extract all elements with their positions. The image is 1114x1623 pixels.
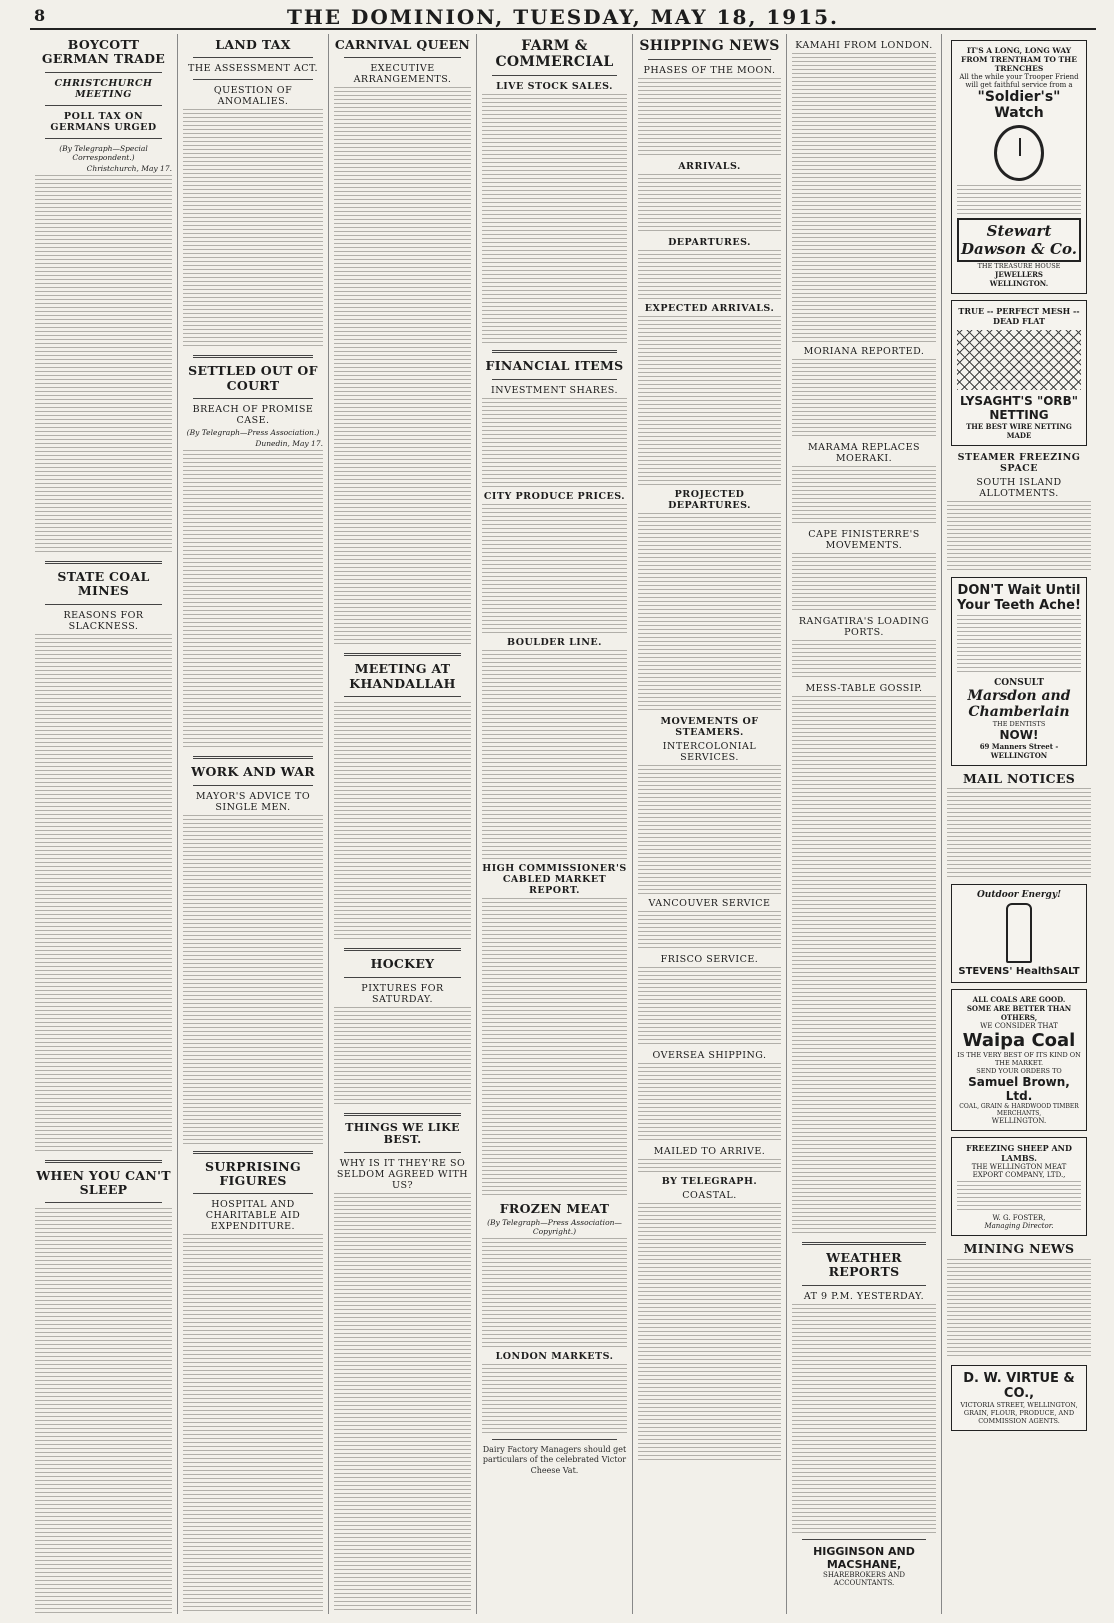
subhead-marama: MARAMA REPLACES MOERAKI.: [807, 442, 921, 464]
byline: (By Telegraph—Press Association—Copyright.): [487, 1217, 622, 1236]
divider: [45, 1202, 162, 1203]
divider: [45, 72, 162, 73]
coal-line2: SOME ARE BETTER THAN OTHERS,: [966, 1004, 1072, 1023]
masthead: [30, 4, 1096, 30]
projected-list: [638, 513, 781, 713]
divider: [193, 79, 313, 80]
column-4: [477, 34, 633, 1614]
article-body: [482, 94, 627, 344]
page-columns: [30, 34, 1096, 1619]
subhead-high-commissioner: HIGH COMMISSIONER'S CABLED MARKET REPORT.: [482, 862, 627, 896]
subhead-pixtures: PIXTURES FOR SATURDAY.: [361, 982, 444, 1005]
subhead-arrivals: ARRIVALS.: [678, 161, 741, 173]
coal-city: WELLINGTON.: [991, 1117, 1047, 1126]
divider: [193, 785, 313, 786]
dental-consult: CONSULT: [994, 678, 1044, 688]
subhead-steamer-freezing: STEAMER FREEZING SPACE: [957, 452, 1081, 474]
headline-cant-sleep: WHEN YOU CAN'T SLEEP: [36, 1167, 171, 1197]
dental-address: 69 Manners Street - WELLINGTON: [979, 742, 1059, 760]
subhead-assessment-act: THE ASSESSMENT ACT.: [188, 63, 318, 75]
article-body: [792, 466, 936, 526]
article-body: [482, 1238, 627, 1348]
divider: [344, 948, 461, 951]
article-body: [334, 702, 471, 942]
divider: [45, 138, 162, 139]
subhead-boulder-line: BOULDER LINE.: [507, 636, 602, 648]
coal-dealer: Samuel Brown, Ltd.: [968, 1075, 1070, 1104]
headline-hockey: HOCKEY: [370, 956, 435, 972]
divider: [193, 355, 313, 358]
intercolonial-list: [638, 765, 781, 895]
divider: [492, 350, 617, 353]
divider: [648, 59, 771, 60]
subhead-moon-phases: PHASES OF THE MOON.: [643, 65, 776, 77]
article-body: [35, 175, 172, 555]
article-body: [947, 501, 1091, 571]
coal-line1: ALL COALS ARE GOOD.: [972, 995, 1066, 1005]
coal-line5: SEND YOUR ORDERS TO: [976, 1067, 1062, 1076]
article-body: [792, 359, 936, 439]
subhead-investment-shares: INVESTMENT SHARES.: [491, 384, 618, 396]
divider: [45, 1160, 162, 1163]
coal-brand: Waipa Coal: [962, 1030, 1076, 1052]
article-body: [482, 398, 627, 488]
stevens-brand: STEVENS' HealthSALT: [958, 966, 1080, 978]
subhead-frisco: FRISCO SERVICE.: [660, 954, 759, 966]
subhead-projected-departures: PROJECTED DEPARTURES.: [668, 489, 751, 512]
subhead-expected-arrivals: EXPECTED ARRIVALS.: [644, 303, 775, 315]
divider: [344, 977, 461, 978]
headline-shipping-news: SHIPPING NEWS: [639, 38, 780, 54]
column-1: [30, 34, 178, 1614]
subhead-south-island: SOUTH ISLAND ALLOTMENTS.: [976, 477, 1062, 499]
divider: [492, 379, 617, 380]
watch-ad-line1: IT'S A LONG, LONG WAY FROM TRENTHAM TO THE TRENCHES: [961, 46, 1077, 73]
subhead-by-telegraph: BY TELEGRAPH.: [661, 1176, 758, 1188]
subhead-london-markets: LONDON MARKETS.: [495, 1350, 614, 1362]
coal-line4: IS THE VERY BEST OF ITS KIND ON THE MARKET.: [957, 1051, 1081, 1068]
watch-brand: "Soldier's" Watch: [977, 89, 1061, 121]
column-7: [942, 34, 1096, 1614]
ad-body: [957, 1181, 1081, 1211]
article-body: [792, 53, 936, 343]
subhead-christchurch: CHRISTCHURCH MEETING: [54, 77, 153, 100]
higginson-ad-name: HIGGINSON AND MACSHANE,: [813, 1544, 915, 1571]
coastal-list: [638, 1203, 781, 1463]
subhead-anomalies: QUESTION OF ANOMALIES.: [213, 85, 293, 108]
headline-mail-notices: MAIL NOTICES: [962, 771, 1076, 786]
watch-icon: [994, 125, 1044, 181]
stewart-dawson-logo: Stewart Dawson & Co.: [957, 218, 1081, 262]
soldiers-watch-ad: [951, 40, 1087, 294]
article-body: [35, 634, 172, 1154]
subhead-live-stock: LIVE STOCK SALES.: [496, 81, 613, 93]
dateline: Christchurch, May 17.: [86, 163, 172, 173]
virtue-ad: [951, 1365, 1087, 1431]
freezing-company: THE WELLINGTON MEAT EXPORT COMPANY, LTD.,: [971, 1163, 1067, 1180]
subhead-movements: MOVEMENTS OF STEAMERS.: [660, 716, 759, 739]
subhead-slackness: REASONS FOR SLACKNESS.: [63, 609, 144, 632]
headline-land-tax: LAND TAX: [215, 37, 291, 52]
headline-frozen-meat: FROZEN MEAT: [499, 1200, 610, 1216]
article-body: [334, 1007, 471, 1107]
freezing-manager: W. G. FOSTER,: [992, 1214, 1046, 1223]
page-number: 8: [34, 6, 46, 25]
stevens-salt-ad: [951, 884, 1087, 983]
newspaper-title: THE DOMINION, TUESDAY, MAY 18, 1915.: [286, 5, 840, 29]
moon-table: [638, 78, 781, 158]
dateline: Dunedin, May 17.: [255, 439, 323, 449]
watch-ad-city: WELLINGTON.: [989, 279, 1049, 288]
divider: [344, 1113, 461, 1116]
divider: [193, 756, 313, 759]
stevens-line1: Outdoor Energy!: [976, 890, 1062, 901]
subhead-mayors-advice: MAYOR'S ADVICE TO SINGLE MEN.: [195, 790, 311, 813]
dental-ad: [951, 577, 1087, 766]
freezing-ad: [951, 1137, 1087, 1236]
oversea-table: [638, 1063, 781, 1143]
dental-headline: DON'T Wait Until Your Teeth Ache!: [957, 583, 1081, 613]
article-body: [334, 87, 471, 647]
subhead-mess-table: MESS-TABLE GOSSIP.: [805, 683, 923, 694]
subhead-coastal: COASTAL.: [682, 1190, 737, 1202]
article-body: [947, 788, 1091, 878]
dairy-notice: Dairy Factory Managers should get particulars of the celebrated Victor Cheese Vat.: [482, 1444, 627, 1475]
divider: [344, 57, 461, 58]
freezing-line1: FREEZING SHEEP AND LAMBS.: [966, 1143, 1072, 1164]
article-body: [482, 650, 627, 860]
subhead-mailed: MAILED TO ARRIVE.: [653, 1146, 766, 1158]
article-body: [35, 1208, 172, 1614]
arrivals-list: [638, 174, 781, 234]
netting-line1: TRUE -- PERFECT MESH -- DEAD FLAT: [958, 306, 1080, 326]
subhead-departures: DEPARTURES.: [668, 237, 751, 249]
article-body: [947, 1259, 1091, 1359]
divider: [802, 1285, 926, 1286]
subhead-city-produce: CITY PRODUCE PRICES.: [483, 490, 626, 502]
coal-dealer-sub: COAL, GRAIN & HARDWOOD TIMBER MERCHANTS,: [959, 1103, 1079, 1118]
subhead-breach-of-promise: BREACH OF PROMISE CASE.: [192, 404, 314, 427]
subhead-9pm: AT 9 P.M. YESTERDAY.: [803, 1290, 925, 1302]
article-body: [482, 898, 627, 1198]
higginson-ad-line: SHAREBROKERS AND ACCOUNTANTS.: [823, 1570, 905, 1587]
subhead-hospital-aid: HOSPITAL AND CHARITABLE AID EXPENDITURE.: [205, 1199, 301, 1233]
virtue-address: VICTORIA STREET, WELLINGTON, GRAIN, FLOUR, PRODUCE, AND COMMISSION AGENTS.: [960, 1400, 1078, 1425]
headline-things-we-like: THINGS WE LIKE BEST.: [345, 1120, 460, 1147]
article-body: [792, 640, 936, 680]
divider: [45, 561, 162, 564]
article-body: [183, 815, 323, 1145]
orb-netting-ad: [951, 300, 1087, 446]
article-body: [482, 504, 627, 634]
freezing-manager-title: Managing Director.: [984, 1222, 1054, 1231]
dental-firm-sub: THE DENTISTS: [992, 720, 1046, 728]
jewellers-label: JEWELLERS: [995, 270, 1043, 279]
subhead-kamahi: KAMAHI FROM LONDON.: [795, 40, 933, 51]
wire-mesh-icon: [957, 330, 1081, 390]
article-body: [792, 553, 936, 613]
headline-carnival-queen: CARNIVAL QUEEN: [334, 37, 471, 52]
dental-firm: Marsdon and Chamberlain: [967, 688, 1071, 720]
divider: [344, 1152, 461, 1153]
divider: [344, 653, 461, 656]
divider: [344, 696, 461, 697]
divider: [193, 398, 313, 399]
divider: [193, 57, 313, 58]
article-body: [792, 696, 936, 1236]
subhead-moriana: MORIANA REPORTED.: [803, 346, 925, 357]
subhead-cape-finisterre: CAPE FINISTERRE'S MOVEMENTS.: [808, 529, 920, 551]
expected-list: [638, 316, 781, 486]
column-2: [178, 34, 329, 1614]
watch-ad-line2: All the while your Trooper Friend will get faithful service from a: [959, 73, 1079, 89]
headline-settled-out-of-court: SETTLED OUT OF COURT: [188, 363, 318, 393]
headline-boycott: BOYCOTT GERMAN TRADE: [41, 37, 166, 67]
subhead-poll-tax: POLL TAX ON GERMANS URGED: [50, 110, 157, 133]
ad-body: [957, 615, 1081, 675]
departures-list: [638, 250, 781, 300]
subhead-seldom-agreed: WHY IS IT THEY'RE SO SELDOM AGREED WITH US?: [336, 1157, 469, 1191]
headline-khandallah: MEETING AT KHANDALLAH: [349, 661, 456, 691]
bottle-icon: [1006, 903, 1032, 963]
divider: [45, 604, 162, 605]
divider: [802, 1242, 926, 1245]
article-body: [482, 1364, 627, 1434]
headline-mining-news: MINING NEWS: [963, 1241, 1075, 1257]
headline-state-coal: STATE COAL MINES: [57, 568, 150, 599]
vancouver-list: [638, 911, 781, 951]
divider: [492, 1439, 617, 1440]
weather-table: [792, 1304, 936, 1534]
coal-line3: WE CONSIDER THAT: [980, 1022, 1058, 1031]
subhead-vancouver: VANCOUVER SERVICE: [648, 898, 771, 910]
virtue-name: D. W. VIRTUE & CO.,: [963, 1370, 1075, 1401]
byline: (By Telegraph—Special Correspondent.): [59, 143, 148, 162]
article-body: [183, 109, 323, 349]
article-body: [183, 1234, 323, 1614]
treasure-house: THE TREASURE HOUSE: [977, 262, 1061, 270]
frisco-list: [638, 967, 781, 1047]
netting-tagline: THE BEST WIRE NETTING MADE: [966, 422, 1072, 440]
subhead-executive: EXECUTIVE ARRANGEMENTS.: [353, 63, 452, 86]
byline: (By Telegraph—Press Association.): [186, 428, 320, 438]
divider: [802, 1539, 926, 1540]
dental-now: NOW!: [999, 728, 1039, 742]
column-5: [633, 34, 787, 1614]
headline-weather-reports: WEATHER REPORTS: [826, 1250, 902, 1280]
column-3: [329, 34, 477, 1614]
column-6: [787, 34, 942, 1614]
ad-body: [957, 185, 1081, 215]
divider: [492, 75, 617, 76]
subhead-oversea: OVERSEA SHIPPING.: [652, 1050, 767, 1062]
article-body: [183, 450, 323, 750]
headline-farm-commercial: FARM & COMMERCIAL: [495, 38, 614, 71]
article-body: [334, 1193, 471, 1613]
netting-brand: LYSAGHT'S "ORB" NETTING: [959, 394, 1079, 422]
headline-surprising-figures: SURPRISING FIGURES: [205, 1158, 301, 1188]
headline-work-and-war: WORK AND WAR: [191, 764, 315, 780]
mailed-list: [638, 1159, 781, 1173]
subhead-rangatira: RANGATIRA'S LOADING PORTS.: [798, 616, 930, 638]
subhead-intercolonial: INTERCOLONIAL SERVICES.: [662, 741, 757, 764]
divider: [45, 105, 162, 106]
divider: [193, 1151, 313, 1154]
divider: [193, 1193, 313, 1194]
waipa-coal-ad: [951, 989, 1087, 1131]
headline-financial-items: FINANCIAL ITEMS: [485, 358, 624, 374]
